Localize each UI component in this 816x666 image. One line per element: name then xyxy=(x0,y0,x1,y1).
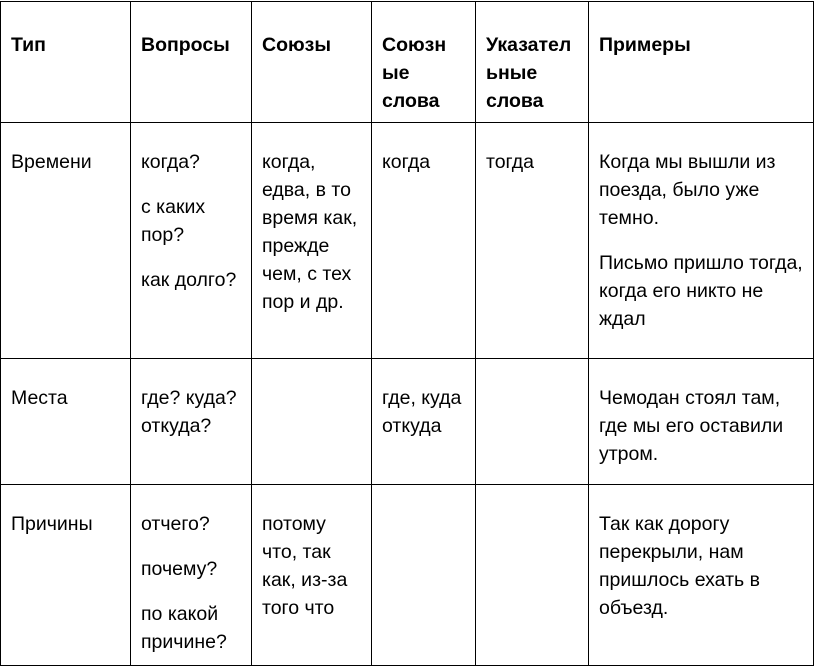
cell-conjunctive-words: когда xyxy=(372,123,476,359)
table-row xyxy=(1,485,814,666)
cell-conjunctions xyxy=(252,359,372,485)
cell-questions xyxy=(131,123,252,359)
question-text: с каких пор? xyxy=(141,196,206,246)
example-text: Письмо пришло тогда, когда его никто не ждал xyxy=(599,252,803,330)
table-row xyxy=(1,123,814,359)
question-text: отчего? xyxy=(141,513,210,535)
cell-examples xyxy=(589,123,814,359)
cell-conjunctive-words: где, куда откуда xyxy=(372,359,476,485)
header-conjunctive-words: Союзн ые слова xyxy=(372,2,476,123)
cell-type: Времени xyxy=(1,123,131,359)
cell-demonstrative-words: тогда xyxy=(476,123,589,359)
header-examples: Примеры xyxy=(589,2,814,123)
cell-questions: где? куда? откуда? xyxy=(131,359,252,485)
header-type: Тип xyxy=(1,2,131,123)
cell-demonstrative-words xyxy=(476,485,589,666)
header-conjunctions: Союзы xyxy=(252,2,372,123)
cell-examples: Чемодан стоял там, где мы его оставили утром. xyxy=(589,359,814,485)
question-text: почему? xyxy=(141,558,218,580)
question-text: когда? xyxy=(141,151,200,173)
cell-examples: Так как дорогу перекрыли, нам пришлось ехать в объезд. xyxy=(589,485,814,666)
cell-demonstrative-words xyxy=(476,359,589,485)
cell-conjunctions: потому что, так как, из-за того что xyxy=(252,485,372,666)
header-questions: Вопросы xyxy=(131,2,252,123)
clause-types-table xyxy=(0,1,814,666)
cell-conjunctive-words xyxy=(372,485,476,666)
cell-conjunctions: когда, едва, в то время как, прежде чем, с тех пор и др. xyxy=(252,123,372,359)
cell-type: Места xyxy=(1,359,131,485)
example-text: Когда мы вышли из поезда, было уже темно. xyxy=(599,151,776,229)
cell-questions xyxy=(131,485,252,666)
question-text: по какой причине? xyxy=(141,603,227,653)
question-text: как долго? xyxy=(141,269,237,291)
header-row xyxy=(1,2,814,123)
table-row xyxy=(1,359,814,485)
header-demonstrative-words: Указател ьные слова xyxy=(476,2,589,123)
cell-type: Причины xyxy=(1,485,131,666)
